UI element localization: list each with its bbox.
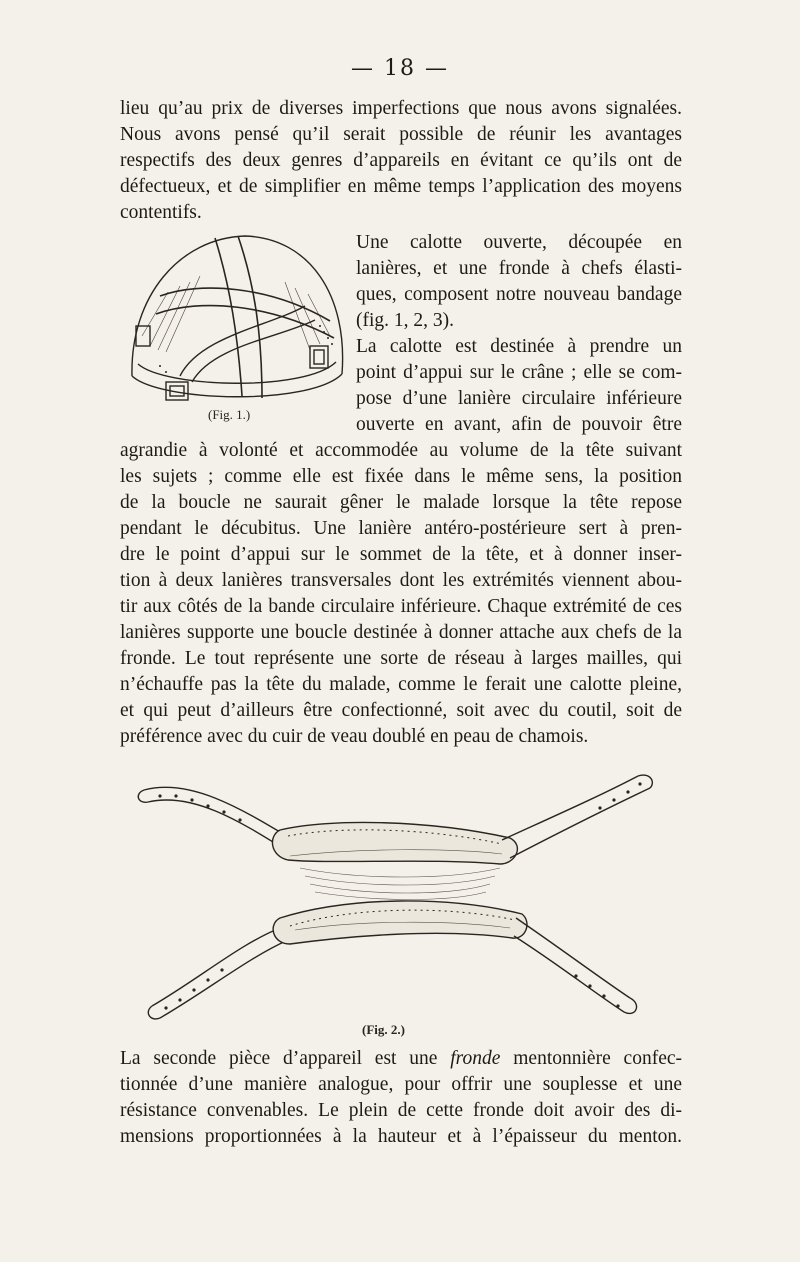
figure-1-caption: (Fig. 1.) xyxy=(208,407,251,422)
text-line: contentifs. xyxy=(120,202,202,223)
text-line: fronde. Le tout représente une sorte de réseau à larges mailles, qui xyxy=(120,648,682,669)
text-line: Nous avons pensé qu’il serait possible de réunir les avantages xyxy=(120,124,682,145)
text-line: ouverte en avant, afin de pouvoir être xyxy=(356,414,682,435)
text-line: respectifs des deux genres d’appareils en évitant ce qu’ils ont de xyxy=(120,150,682,171)
text-line: les sujets ; comme elle est fixée dans le même sens, la position xyxy=(120,466,682,487)
text-line: préférence avec du cuir de veau doublé en peau de chamois. xyxy=(120,726,589,747)
text-run: La seconde pièce d’appareil est une xyxy=(120,1048,451,1069)
text-line: de la boucle ne saurait gêner le malade lorsque la tête repose xyxy=(120,492,682,513)
text-line: tir aux côtés de la bande circulaire inférieure. Chaque extrémité de ces xyxy=(120,596,682,617)
text-line xyxy=(120,1046,682,1072)
text-line: mensions proportionnées à la hauteur et à l’épaisseur du menton. xyxy=(120,1126,682,1147)
figure-1-calotte-illustration xyxy=(120,226,350,422)
text-line: tionnée d’une manière analogue, pour offrir une souplesse et une xyxy=(120,1074,682,1095)
text-line: ques, composent notre nouveau bandage xyxy=(356,284,682,305)
text-line: agrandie à volonté et accommodée au volume de la tête suivant xyxy=(120,440,682,461)
text-line: (fig. 1, 2, 3). xyxy=(356,310,455,331)
text-run: mentonnière confec- xyxy=(500,1048,682,1069)
figure-2-fronde-illustration xyxy=(130,768,670,1040)
text-line: tion à deux lanières transversales dont les extrémités viennent abou- xyxy=(120,570,682,591)
text-line: pendant le décubitus. Une lanière antéro-postérieure sert à pren- xyxy=(120,518,682,539)
text-line: La calotte est destinée à prendre un xyxy=(356,336,682,357)
text-line: lanières, et une fronde à chefs élasti- xyxy=(356,258,682,279)
text-line: résistance convenables. Le plein de cette fronde doit avoir des di- xyxy=(120,1100,682,1121)
text-line: lanières supporte une boucle destinée à donner attache aux chefs de la xyxy=(120,622,682,643)
text-line: dre le point d’appui sur le sommet de la tête, et à donner inser- xyxy=(120,544,682,565)
emphasis-fronde: fronde xyxy=(450,1048,501,1069)
text-line: Une calotte ouverte, découpée en xyxy=(356,232,682,253)
text-line: et qui peut d’ailleurs être confectionné, soit avec du coutil, soit de xyxy=(120,700,682,721)
text-line: pose d’une lanière circulaire inférieure xyxy=(356,388,682,409)
text-line: défectueux, et de simplifier en même temps l’application des moyens xyxy=(120,176,682,197)
page-number: — 18 — xyxy=(351,56,449,81)
text-line: n’échauffe pas la tête du malade, comme le ferait une calotte pleine, xyxy=(120,674,682,695)
text-line: lieu qu’au prix de diverses imperfections que nous avons signalées. xyxy=(120,98,682,119)
text-line: point d’appui sur le crâne ; elle se com- xyxy=(356,362,682,383)
figure-2-caption: (Fig. 2.) xyxy=(362,1022,405,1037)
